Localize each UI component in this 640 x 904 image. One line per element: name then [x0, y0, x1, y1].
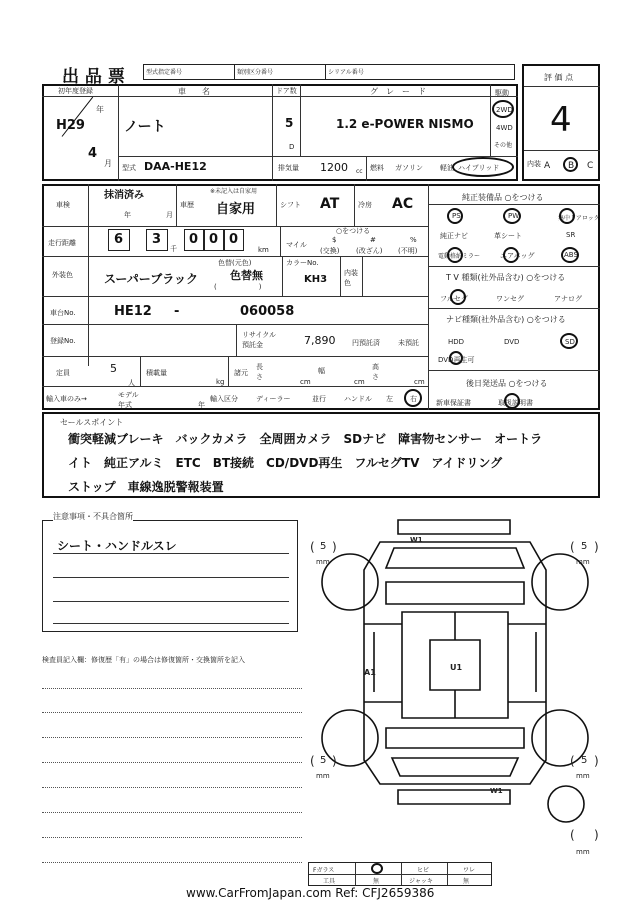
damage-w1-bottom: W1 [490, 787, 503, 795]
air-conditioning: AC [392, 196, 414, 212]
reg-month: 4 [88, 146, 98, 161]
selling-point-line-2: イト 純正アルミ ETC BT接続 CD/DVD再生 フルセグTV アイドリング [68, 456, 503, 470]
selling-point-line-1: 衝突軽減ブレーキ バックカメラ 全周囲カメラ SDナビ 障害物センサー オートラ [68, 432, 543, 446]
type-number-box: 型式指定番号 [143, 64, 235, 80]
color-code: KH3 [304, 274, 328, 285]
color-change: 色替無 [230, 269, 263, 282]
grade: 1.2 e-POWER NISMO [336, 117, 474, 131]
seating-capacity: 5 [110, 362, 117, 375]
tread-rear-left: 5 [320, 755, 327, 766]
equipment-title: 純正装備品 ○をつける [462, 193, 544, 202]
inspection-status: 抹消済み [104, 190, 144, 201]
legend-table: Fガラス ヒビ ワレ 工具 無 ジャッキ 無 [308, 862, 492, 886]
inspector-label: 検査員記入欄：修復歴「有」の場合は修復箇所・交換箇所を記入 [42, 656, 245, 664]
notes-line-1: シート・ハンドルスレ [57, 539, 177, 553]
spare-tire [546, 784, 586, 824]
tv-title: T V 種類(社外品含む) ○をつける [446, 273, 566, 282]
grade-score: 4 [550, 100, 572, 140]
tread-front-left: 5 [320, 541, 327, 552]
damage-a1: A1 [364, 668, 376, 677]
footer-ref: www.CarFromJapan.com Ref: CFJ2659386 [186, 886, 435, 900]
mileage-digit-1: 6 [114, 232, 124, 247]
damage-u1: U1 [450, 663, 463, 672]
mileage-digit-5: 0 [229, 232, 239, 247]
form-title: 出 品 票 [62, 67, 125, 87]
displacement: 1200 [320, 161, 348, 174]
door-count: 5 [285, 116, 294, 130]
after-title: 後日発送品 ○をつける [466, 379, 548, 388]
selling-point-line-3: ストップ 車線逸脱警報装置 [68, 480, 224, 494]
tread-rear-right: 5 [581, 755, 588, 766]
selling-points-box: セールスポイント 衝突軽減ブレーキ バックカメラ 全周囲カメラ SDナビ 障害物センサー オートラ イト 純正アルミ ETC BT接続 CD/DVD再生 フルセグTV アイドリング ストップ 車線逸脱警報装置 [42, 412, 600, 498]
grade-score-label: 評 価 点 [544, 73, 574, 82]
grade-score-box: 評 価 点 4 内装 A B C [522, 64, 600, 181]
drive-2wd-circle [492, 100, 514, 118]
fuel-hybrid-circle [452, 157, 514, 177]
model-code: DAA-HE12 [144, 160, 207, 173]
mileage-digit-2: 3 [152, 232, 162, 247]
class-number-box: 類別区分番号 [234, 64, 326, 80]
serial-number-box: シリアル番号 [325, 64, 515, 80]
nav-title: ナビ種類(社外品含む) ○をつける [446, 315, 566, 324]
mileage-digit-3: 0 [189, 232, 199, 247]
tread-front-right: 5 [581, 541, 588, 552]
mileage-digit-4: 0 [209, 232, 219, 247]
chassis-number: 060058 [240, 304, 295, 319]
notes-box: 注意事項・不具合箇所 シート・ハンドルスレ [42, 520, 298, 632]
chassis-prefix: HE12 [114, 304, 152, 319]
recycle-fee: 7,890 [304, 334, 336, 347]
reg-year: H29 [56, 118, 85, 133]
damage-w1-top: W1 [410, 536, 423, 544]
interior-b-circle [563, 157, 578, 172]
handle-right-circle [404, 389, 422, 407]
car-name: ノート [124, 119, 166, 135]
transmission: AT [320, 196, 340, 212]
exterior-color: スーパーブラック [104, 272, 198, 286]
usage-type: 自家用 [216, 202, 256, 217]
car-diagram [310, 512, 600, 812]
